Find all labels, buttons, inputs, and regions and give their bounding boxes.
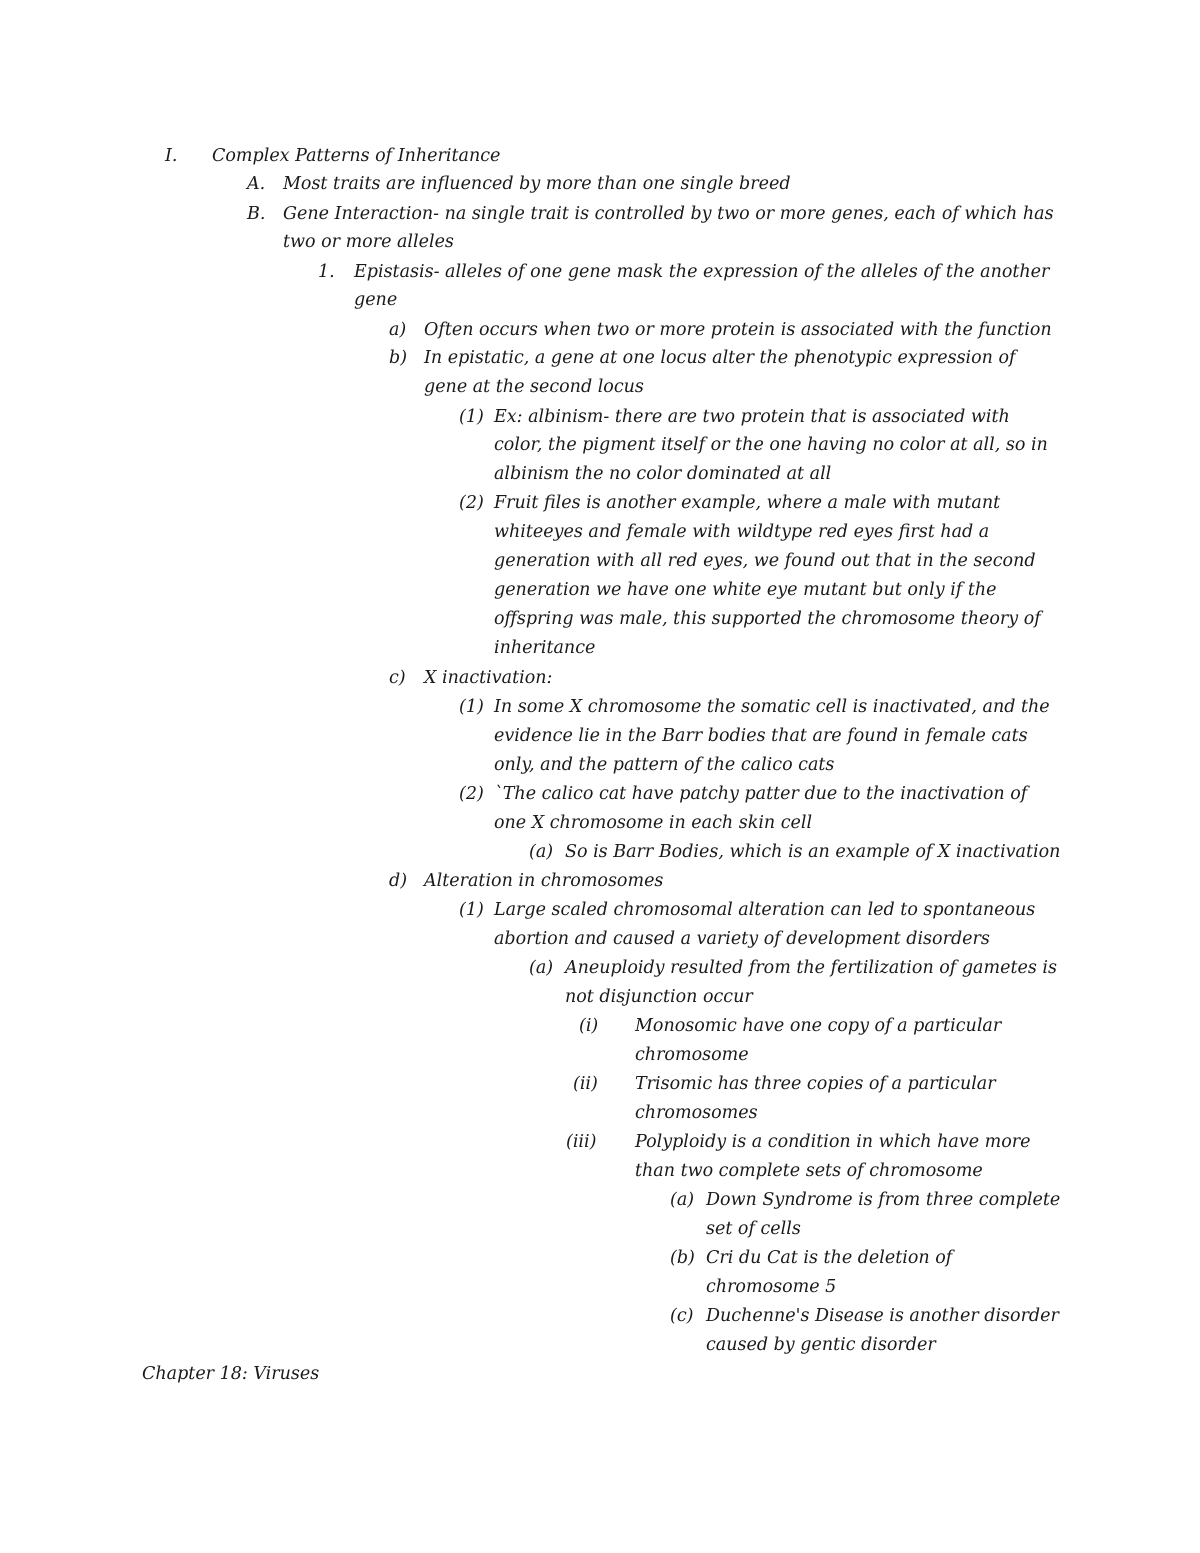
outline-item-aneuploidy-line1: Aneuploidy resulted from the fertilization of gametes is (565, 958, 1057, 978)
outline-item-polyploidy-line2: than two complete sets of chromosome (635, 1161, 983, 1181)
outline-item-monosomic-line2: chromosome (635, 1045, 749, 1065)
outline-item-1-line2: gene (354, 290, 398, 310)
outline-item-fruitfly-line4: generation we have one white eye mutant but only if the (494, 580, 997, 600)
outline-marker-b-lower: b) (389, 348, 408, 368)
outline-item-down-syndrome-line1: Down Syndrome is from three complete (706, 1190, 1061, 1210)
outline-item-duchenne-line1: Duchenne's Disease is another disorder (706, 1306, 1059, 1326)
outline-marker-paren-a: (a) (529, 958, 554, 978)
outline-marker-a-lower: a) (389, 320, 407, 340)
outline-item-alteration-line1: Large scaled chromosomal alteration can led to spontaneous (494, 900, 1036, 920)
outline-marker-d-lower: d) (389, 871, 408, 891)
outline-item-cri-du-cat-line2: chromosome 5 (706, 1277, 837, 1297)
outline-marker-paren-2: (2) (459, 784, 484, 804)
outline-item-b-line1: Gene Interaction- na single trait is controlled by two or more genes, each of which has (283, 204, 1054, 224)
chapter-heading: Chapter 18: Viruses (142, 1364, 320, 1384)
outline-item-albinism-line3: albinism the no color dominated at all (494, 464, 832, 484)
outline-item-d-lower: Alteration in chromosomes (424, 871, 664, 891)
outline-item-xinact-line1: In some X chromosome the somatic cell is inactivated, and the (494, 697, 1050, 717)
outline-marker-paren-a: (a) (529, 842, 554, 862)
outline-marker-roman: I. (165, 146, 178, 166)
outline-item-fruitfly-line1: Fruit files is another example, where a male with mutant (494, 493, 1001, 513)
outline-marker-paren-a: (a) (670, 1190, 695, 1210)
outline-marker-b: B. (247, 204, 266, 224)
outline-marker-roman-ii: (ii) (573, 1074, 598, 1094)
outline-item-calico-line2: one X chromosome in each skin cell (494, 813, 813, 833)
outline-item-aneuploidy-line2: not disjunction occur (565, 987, 753, 1007)
outline-item-a-lower: Often occurs when two or more protein is associated with the function (424, 320, 1052, 340)
outline-marker-1: 1. (318, 262, 335, 282)
outline-marker-c-lower: c) (389, 668, 406, 688)
outline-item-calico-line1: `The calico cat have patchy patter due to the inactivation of (494, 784, 1028, 804)
outline-item-fruitfly-line5: offspring was male, this supported the chromosome theory of (494, 609, 1041, 629)
outline-item-b-line2: two or more alleles (283, 232, 454, 252)
outline-item-b-lower-line2: gene at the second locus (424, 377, 644, 397)
outline-item-albinism-line1: Ex: albinism- there are two protein that is associated with (494, 407, 1010, 427)
outline-item-trisomic-line2: chromosomes (635, 1103, 758, 1123)
outline-item-barr-bodies: So is Barr Bodies, which is an example of X inactivation (565, 842, 1061, 862)
outline-item-duchenne-line2: caused by gentic disorder (706, 1335, 936, 1355)
section-title: Complex Patterns of Inheritance (212, 146, 501, 166)
outline-marker-paren-1: (1) (459, 900, 484, 920)
outline-marker-roman-i: (i) (579, 1016, 599, 1036)
outline-item-c-lower: X inactivation: (424, 668, 553, 688)
outline-item-fruitfly-line6: inheritance (494, 638, 596, 658)
outline-marker-paren-c: (c) (670, 1306, 694, 1326)
outline-item-fruitfly-line2: whiteeyes and female with wildtype red eyes first had a (494, 522, 990, 542)
outline-item-down-syndrome-line2: set of cells (706, 1219, 801, 1239)
outline-item-monosomic-line1: Monosomic have one copy of a particular (635, 1016, 1002, 1036)
outline-item-1-line1: Epistasis- alleles of one gene mask the expression of the alleles of the another (354, 262, 1050, 282)
outline-item-polyploidy-line1: Polyploidy is a condition in which have more (635, 1132, 1031, 1152)
outline-item-xinact-line2: evidence lie in the Barr bodies that are found in female cats (494, 726, 1028, 746)
outline-marker-paren-1: (1) (459, 407, 484, 427)
outline-item-fruitfly-line3: generation with all red eyes, we found out that in the second (494, 551, 1036, 571)
outline-item-xinact-line3: only, and the pattern of the calico cats (494, 755, 835, 775)
outline-marker-paren-1: (1) (459, 697, 484, 717)
outline-item-cri-du-cat-line1: Cri du Cat is the deletion of (706, 1248, 953, 1268)
outline-item-trisomic-line1: Trisomic has three copies of a particular (635, 1074, 996, 1094)
outline-marker-paren-b: (b) (670, 1248, 695, 1268)
outline-item-b-lower-line1: In epistatic, a gene at one locus alter the phenotypic expression of (424, 348, 1016, 368)
outline-item-albinism-line2: color, the pigment itself or the one having no color at all, so in (494, 435, 1048, 455)
outline-item-alteration-line2: abortion and caused a variety of development disorders (494, 929, 990, 949)
outline-marker-paren-2: (2) (459, 493, 484, 513)
outline-marker-a: A. (247, 174, 266, 194)
outline-marker-roman-iii: (iii) (566, 1132, 597, 1152)
outline-item-a: Most traits are influenced by more than one single breed (283, 174, 791, 194)
